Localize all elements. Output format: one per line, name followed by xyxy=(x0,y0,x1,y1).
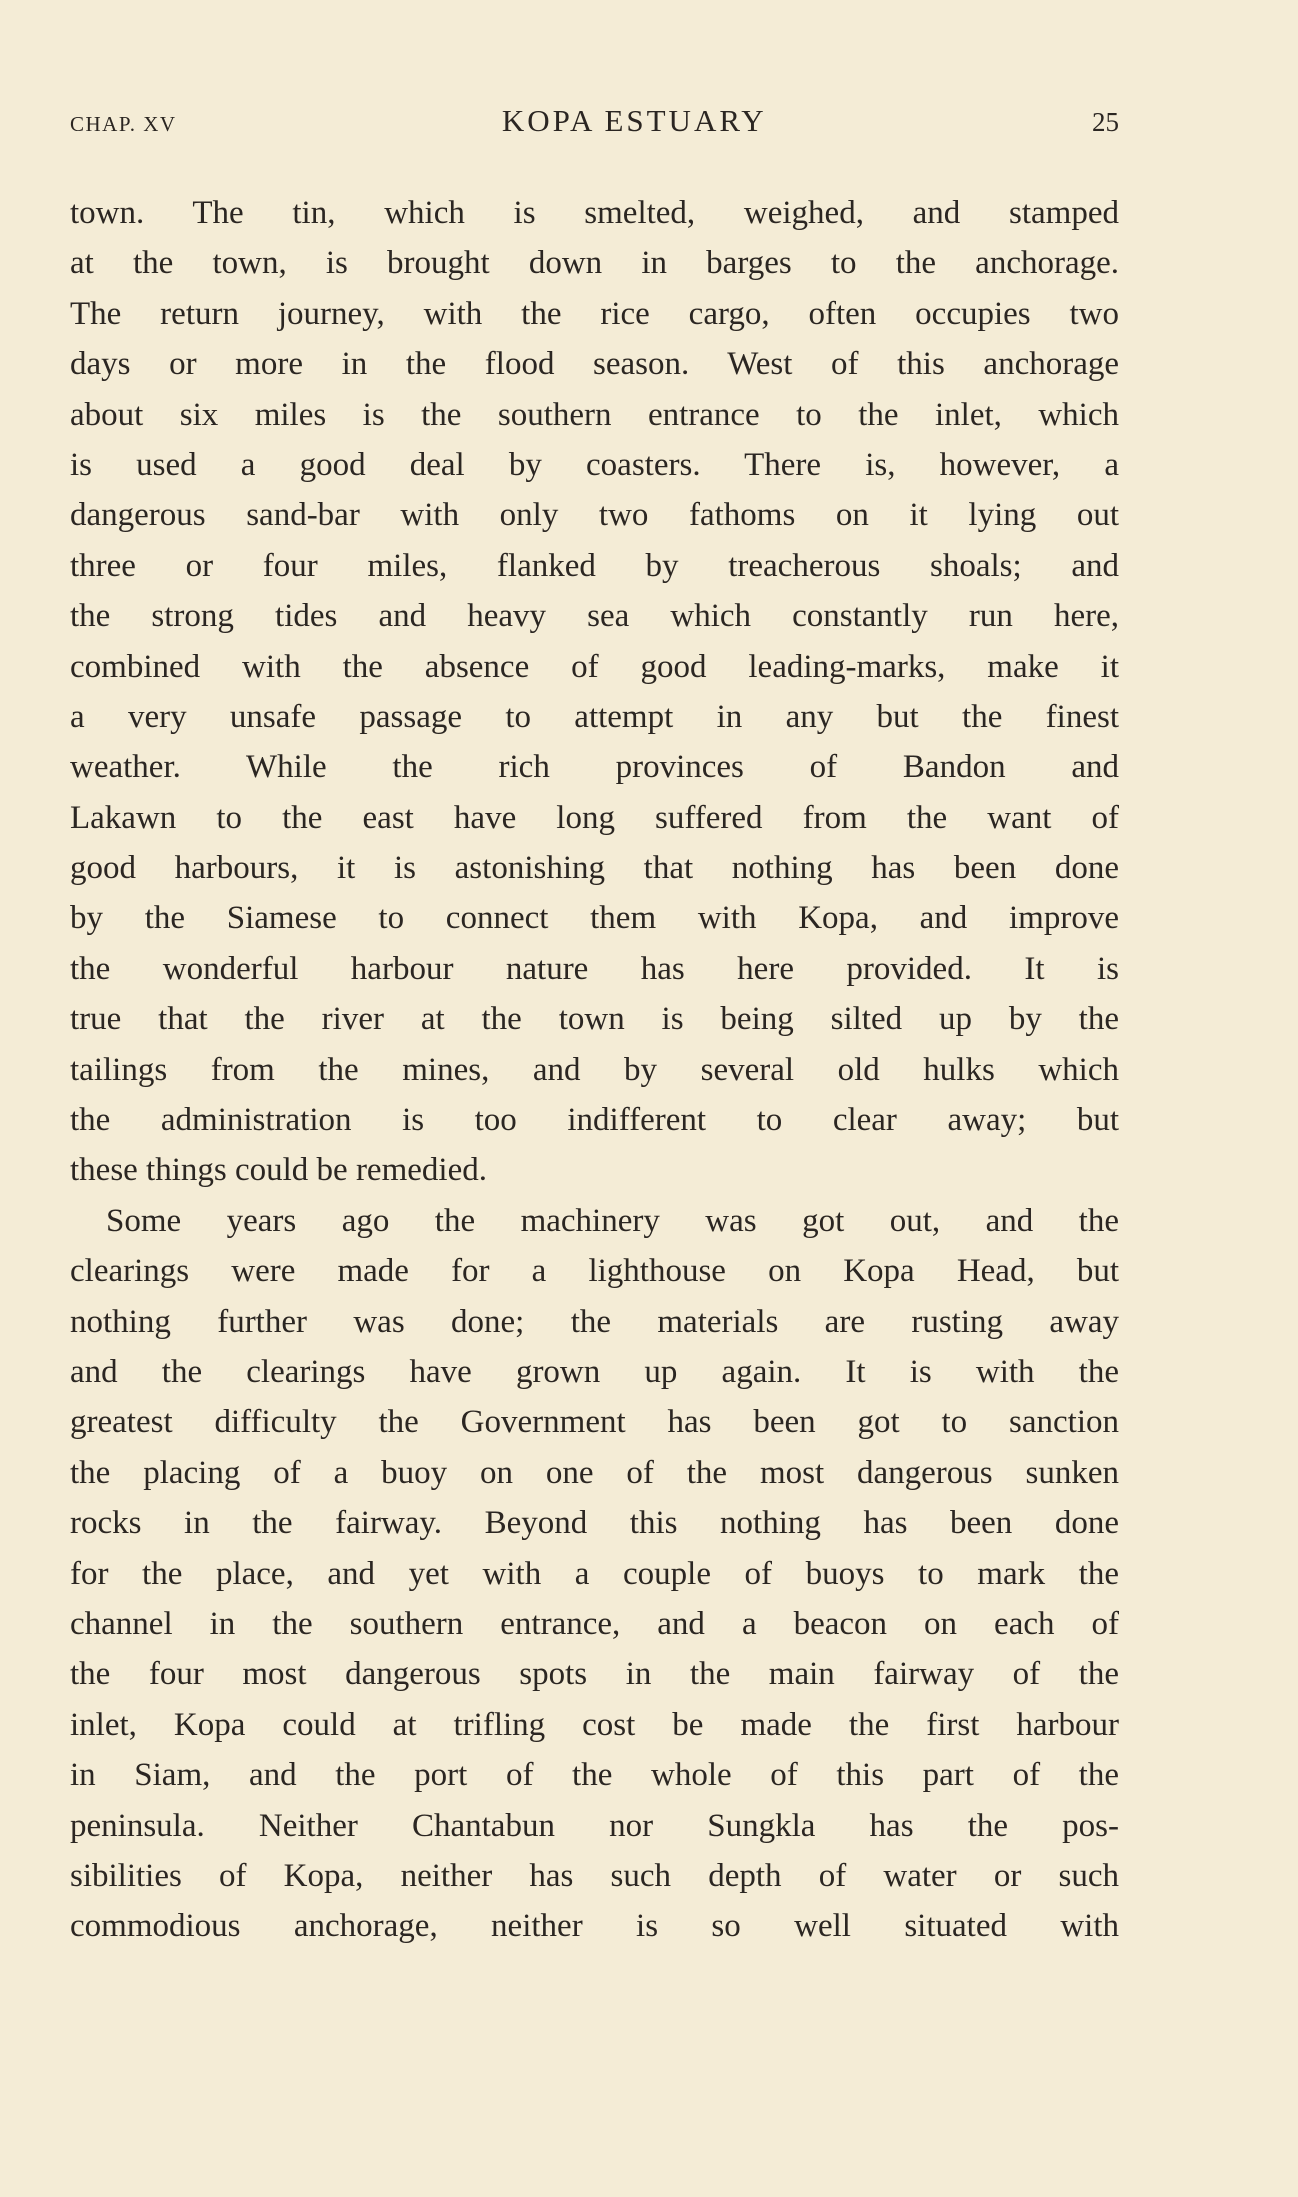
text-line: greatest difficulty the Government has been got to sanction xyxy=(70,1404,1119,1441)
text-line: good harbours, it is astonishing that nothing has been done xyxy=(70,850,1119,887)
text-line: channel in the southern entrance, and a beacon on each of xyxy=(70,1605,1119,1642)
body-text xyxy=(70,188,1119,1952)
text-line: rocks in the fairway. Beyond this nothing has been done xyxy=(70,1505,1119,1542)
text-line: the administration is too indifferent to clear away; but xyxy=(70,1102,1119,1139)
text-line: days or more in the flood season. West of this anchorage xyxy=(70,346,1119,383)
text-line: in Siam, and the port of the whole of this part of the xyxy=(70,1757,1119,1794)
text-line: these things could be remedied. xyxy=(70,1152,487,1189)
text-line: clearings were made for a lighthouse on Kopa Head, but xyxy=(70,1253,1119,1290)
text-line: inlet, Kopa could at trifling cost be made the first harbour xyxy=(70,1706,1119,1743)
text-line: at the town, is brought down in barges to the anchorage. xyxy=(70,245,1119,282)
text-line: about six miles is the southern entrance to the inlet, which xyxy=(70,396,1119,433)
text-line: is used a good deal by coasters. There is, however, a xyxy=(70,446,1119,483)
text-line: true that the river at the town is being silted up by the xyxy=(70,1001,1119,1038)
running-head xyxy=(70,103,1119,143)
text-line: combined with the absence of good leading-marks, make it xyxy=(70,648,1119,685)
text-line: peninsula. Neither Chantabun nor Sungkla has the pos- xyxy=(70,1807,1119,1844)
running-title: KOPA ESTUARY xyxy=(501,103,767,138)
text-line: three or four miles, flanked by treacherous shoals; and xyxy=(70,547,1119,584)
page-number: 25 xyxy=(1092,107,1119,137)
text-line: by the Siamese to connect them with Kopa, and improve xyxy=(70,900,1119,937)
text-line: town. The tin, which is smelted, weighed, and stamped xyxy=(70,195,1119,231)
text-line: the four most dangerous spots in the main fairway of the xyxy=(70,1656,1119,1693)
text-line: the placing of a buoy on one of the most dangerous sunken xyxy=(70,1454,1119,1491)
text-line: weather. While the rich provinces of Bandon and xyxy=(70,749,1119,786)
text-line: the wonderful harbour nature has here provided. It is xyxy=(70,950,1119,987)
text-line: for the place, and yet with a couple of buoys to mark the xyxy=(70,1555,1119,1592)
text-line: nothing further was done; the materials are rusting away xyxy=(70,1303,1119,1340)
text-line: dangerous sand-bar with only two fathoms on it lying out xyxy=(70,497,1119,534)
text-line: tailings from the mines, and by several old hulks which xyxy=(70,1051,1119,1088)
text-line: commodious anchorage, neither is so well situated with xyxy=(70,1908,1119,1945)
text-line: a very unsafe passage to attempt in any but the finest xyxy=(70,698,1119,735)
text-line: Some years ago the machinery was got out, and the xyxy=(106,1202,1119,1239)
text-line: sibilities of Kopa, neither has such depth of water or such xyxy=(70,1857,1119,1894)
text-line: The return journey, with the rice cargo, often occupies two xyxy=(70,295,1119,332)
text-line: the strong tides and heavy sea which constantly run here, xyxy=(70,598,1119,635)
text-line: Lakawn to the east have long suffered from the want of xyxy=(70,799,1119,836)
text-line: and the clearings have grown up again. It is with the xyxy=(70,1353,1119,1390)
chapter-label: CHAP. XV xyxy=(70,112,177,136)
